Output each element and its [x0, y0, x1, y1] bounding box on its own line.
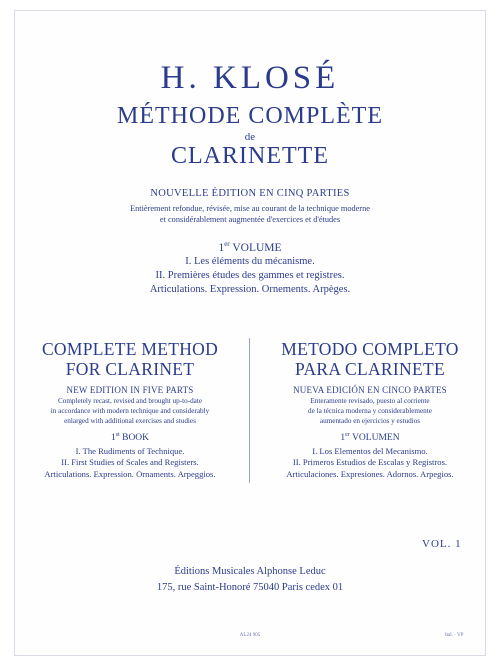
spanish-volume-word: VOLUMEN	[352, 433, 400, 444]
plate-number: AL24 905	[239, 633, 261, 638]
spanish-contents-item: I. Los Elementos del Mecanismo.	[312, 445, 428, 456]
publisher-name: Éditions Musicales Alphonse Leduc	[174, 566, 326, 577]
french-contents-item: I. Les éléments du mécanisme.	[185, 256, 315, 267]
title-line-1: MÉTHODE COMPLÈTE	[117, 103, 383, 129]
spanish-description-line: aumentado en ejercicios y estudios	[319, 416, 421, 425]
english-description-line: Completely recast, revised and brought up-to-date	[57, 397, 203, 405]
english-title	[20, 339, 240, 379]
spanish-title-line: PARA CLARINETE	[295, 359, 445, 379]
spanish-contents	[260, 446, 480, 481]
french-volume-word: VOLUME	[232, 241, 282, 254]
spanish-volume-sup: er	[345, 432, 350, 439]
english-contents-item: II. First Studies of Scales and Registers.	[61, 457, 199, 468]
author-name: H. KLOSÉ	[160, 60, 340, 96]
spanish-contents-item: Articulaciones. Expresiones. Adornos. Arpegios.	[286, 468, 454, 479]
english-contents	[20, 446, 240, 481]
english-volume-num: 1	[110, 433, 116, 444]
spanish-volume-num: 1	[340, 433, 346, 444]
spanish-edition: NUEVA EDICIÓN EN CINCO PARTES	[293, 385, 447, 395]
english-volume-word: BOOK	[122, 433, 150, 444]
spanish-description	[260, 397, 480, 426]
english-column	[20, 339, 240, 480]
french-description	[0, 203, 500, 225]
french-description-line: Entièrement refondue, révisée, mise au courant de la technique moderne	[130, 204, 370, 213]
english-title-line: FOR CLARINET	[65, 359, 195, 379]
french-volume-num: 1	[218, 241, 225, 254]
english-title-line: COMPLETE METHOD	[41, 339, 219, 359]
publisher-address: 175, rue Saint-Honoré 75040 Paris cedex 01	[156, 582, 344, 593]
spanish-volume	[260, 432, 480, 443]
english-description-line: in accordance with modern technique and considerably	[50, 406, 210, 415]
spanish-description-line: de la técnica moderna y considerablemente	[308, 406, 432, 415]
english-contents-item: I. The Rudiments of Technique.	[75, 445, 185, 456]
spanish-contents-item: II. Primeros Estudios de Escalas y Registros.	[292, 457, 448, 468]
spanish-column	[260, 339, 480, 480]
spanish-title	[260, 339, 480, 379]
column-divider	[249, 338, 250, 483]
spanish-description-line: Enteramente revisado, puesto al corriente	[310, 397, 430, 405]
title-line-2: CLARINETTE	[171, 143, 329, 169]
english-volume-sup: st	[115, 432, 120, 439]
english-description	[20, 397, 240, 426]
corner-reference: Ital. · VP	[445, 633, 464, 638]
french-edition: NOUVELLE ÉDITION EN CINQ PARTIES	[150, 188, 350, 199]
english-contents-item: Articulations. Expression. Ornaments. Arpeggios.	[44, 468, 216, 479]
english-volume	[20, 432, 240, 443]
french-contents	[0, 255, 500, 297]
volume-label: VOL. 1	[422, 538, 462, 550]
english-edition: NEW EDITION IN FIVE PARTS	[66, 385, 194, 395]
english-description-line: enlarged with additional exercises and studies	[64, 416, 196, 425]
french-contents-item: Articulations. Expression. Ornements. Arpèges.	[149, 284, 351, 295]
spanish-title-line: METODO COMPLETO	[281, 339, 459, 359]
french-contents-item: II. Premières études des gammes et registres.	[155, 270, 345, 281]
french-volume	[0, 240, 500, 254]
french-description-line: et considérablement augmentée d'exercices et d'études	[159, 215, 341, 224]
title-connector: de	[244, 131, 256, 143]
french-volume-sup: er	[224, 240, 230, 248]
